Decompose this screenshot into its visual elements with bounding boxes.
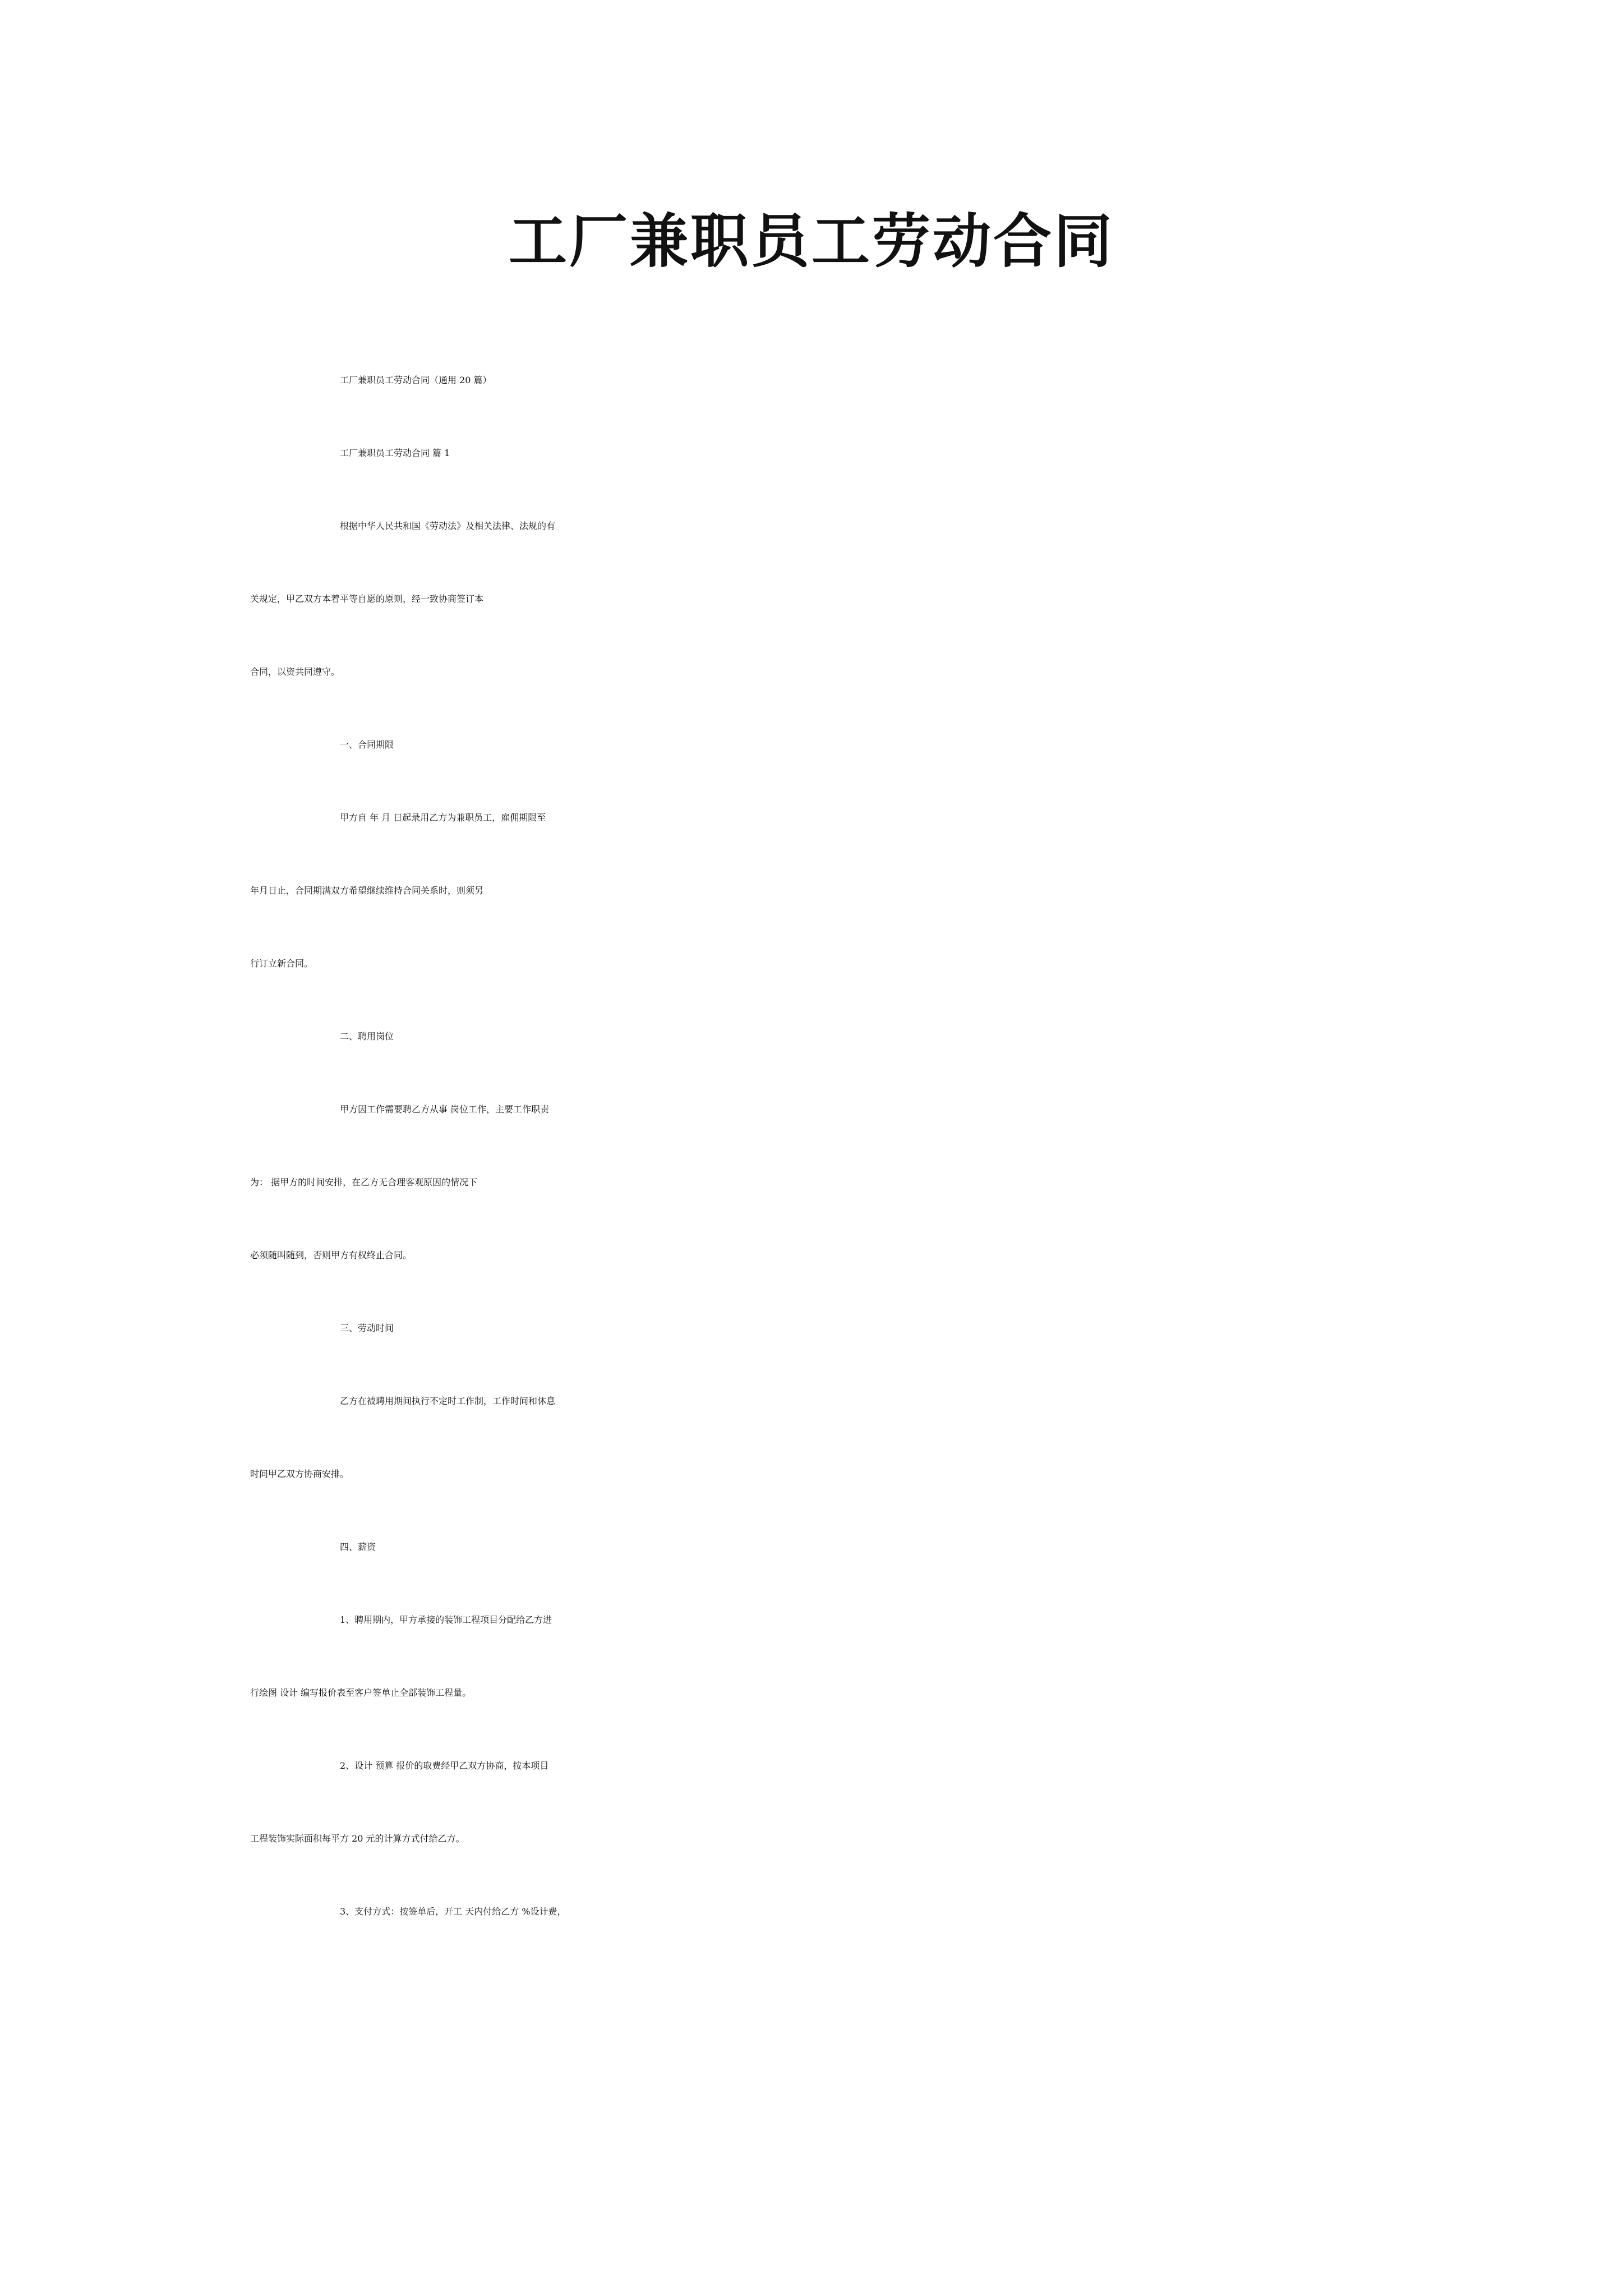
heading-position: 二、聘用岗位 bbox=[340, 1031, 394, 1042]
paragraph-hours-line-1: 乙方在被聘用期间执行不定时工作制，工作时间和休息 bbox=[340, 1396, 556, 1406]
paragraph-intro-line-2: 关规定，甲乙双方本着平等自愿的原则，经一致协商签订本 bbox=[250, 593, 484, 604]
heading-working-hours: 三、劳动时间 bbox=[340, 1323, 394, 1333]
heading-contract-term: 一、合同期限 bbox=[340, 739, 394, 750]
paragraph-intro-line-1: 根据中华人民共和国《劳动法》及相关法律、法规的有 bbox=[340, 521, 556, 531]
paragraph-salary-2-line-1: 2、设计 预算 报价的取费经甲乙双方协商，按本项目 bbox=[340, 1760, 549, 1771]
paragraph-position-line-3: 必须随叫随到，否则甲方有权终止合同。 bbox=[250, 1250, 412, 1260]
paragraph-term-line-1: 甲方自 年 月 日起录用乙方为兼职员工，雇佣期限至 bbox=[340, 812, 546, 823]
paragraph-term-line-3: 行订立新合同。 bbox=[250, 958, 313, 969]
document-title: 工厂兼职员工劳动合同 bbox=[508, 206, 1114, 275]
document-body bbox=[250, 373, 1394, 1977]
paragraph-salary-1-line-2: 行绘图 设计 编写报价表至客户签单止全部装饰工程量。 bbox=[250, 1687, 472, 1698]
subtitle-line: 工厂兼职员工劳动合同（通用 20 篇） bbox=[340, 375, 492, 385]
paragraph-salary-1-line-1: 1、聘用期内，甲方承接的装饰工程项目分配给乙方进 bbox=[340, 1614, 552, 1625]
heading-salary: 四、薪资 bbox=[340, 1542, 376, 1552]
section-heading-part-1: 工厂兼职员工劳动合同 篇 1 bbox=[340, 448, 450, 458]
paragraph-salary-3-line-1: 3、支付方式：按签单后，开工 天内付给乙方 %设计费， bbox=[340, 1906, 566, 1917]
paragraph-position-line-2: 为： 据甲方的时间安排，在乙方无合理客观原因的情况下 bbox=[250, 1177, 478, 1188]
paragraph-term-line-2: 年月日止，合同期满双方希望继续维持合同关系时，则须另 bbox=[250, 885, 484, 896]
paragraph-hours-line-2: 时间甲乙双方协商安排。 bbox=[250, 1469, 349, 1479]
paragraph-intro-line-3: 合同，以资共同遵守。 bbox=[250, 666, 340, 677]
paragraph-position-line-1: 甲方因工作需要聘乙方从事 岗位工作，主要工作职责 bbox=[340, 1104, 550, 1115]
paragraph-salary-2-line-2: 工程装饰实际面积每平方 20 元的计算方式付给乙方。 bbox=[250, 1833, 465, 1844]
